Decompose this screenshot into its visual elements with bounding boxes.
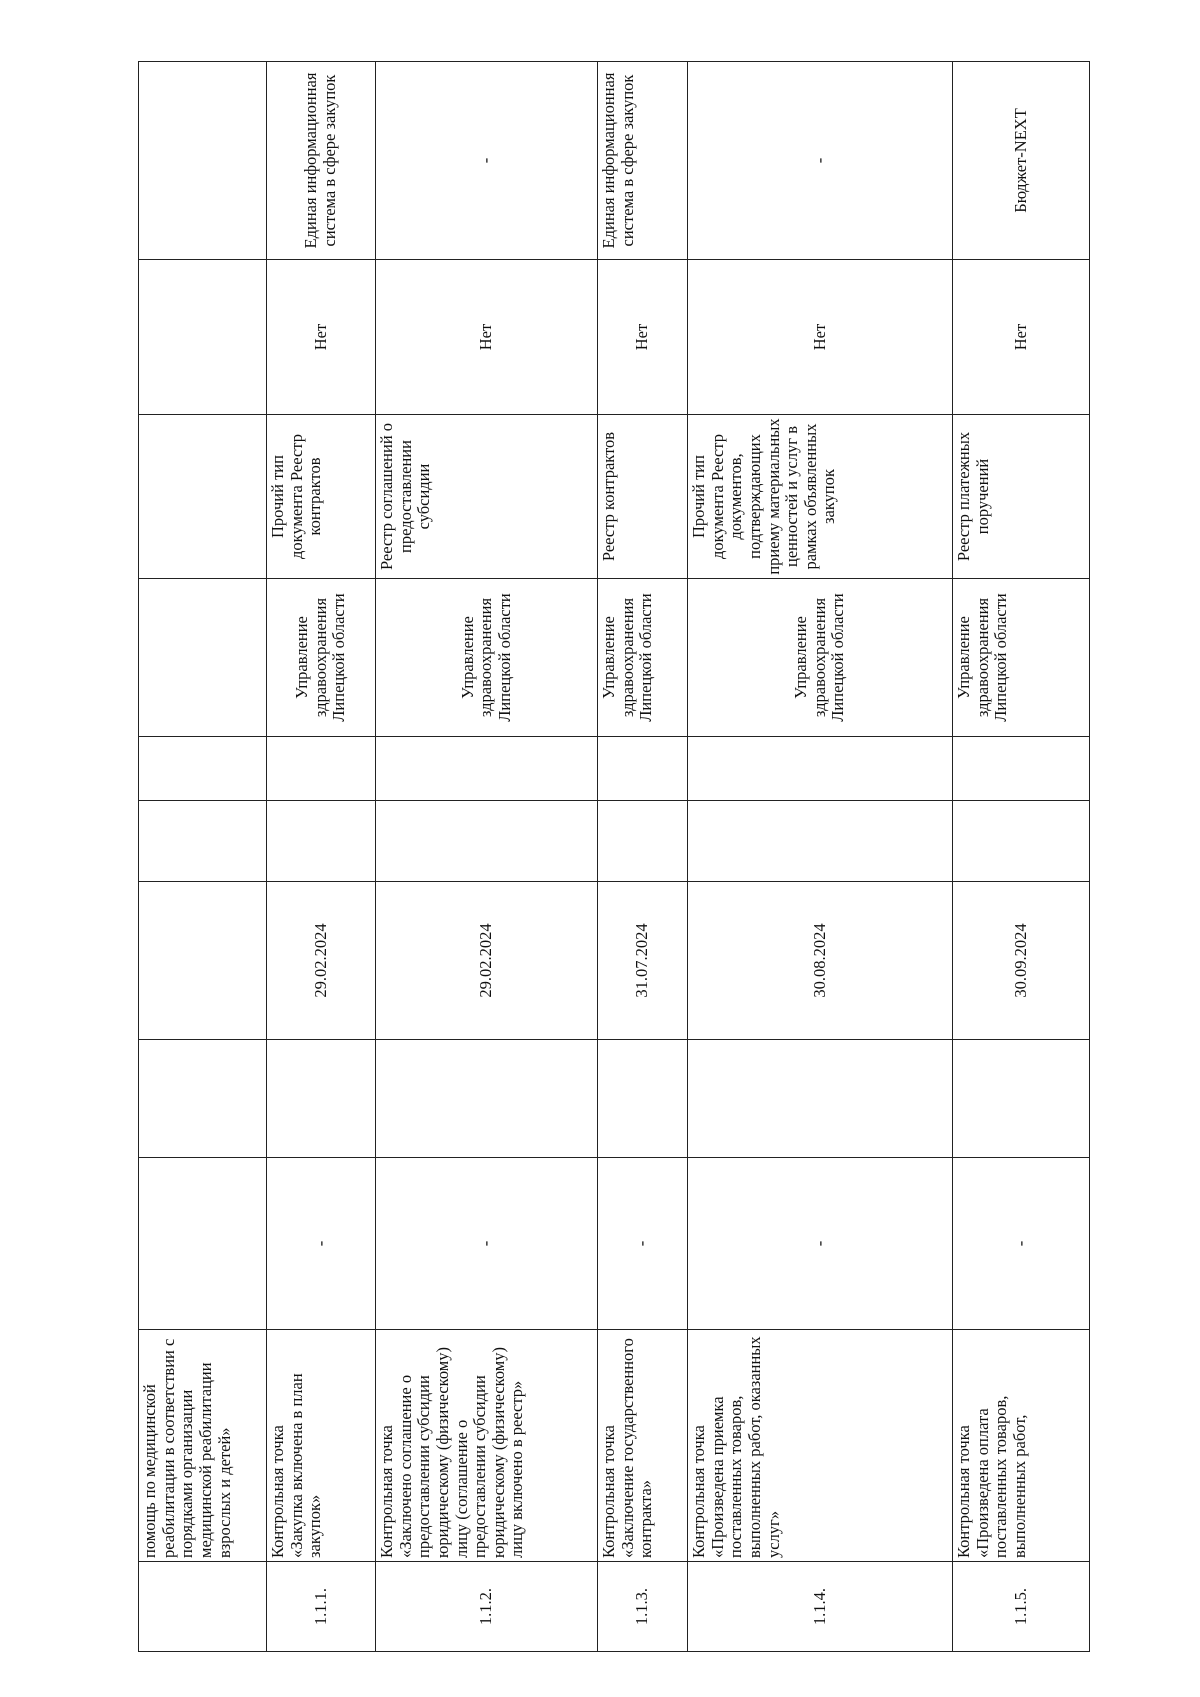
cell-col3: -: [267, 1158, 376, 1330]
cell-empty: [267, 801, 376, 882]
cell-date: 30.09.2024: [953, 882, 1090, 1040]
cell-flag: Нет: [688, 260, 953, 415]
cell-empty: [953, 737, 1090, 801]
cell-col3: -: [688, 1158, 953, 1330]
cell-empty: [598, 737, 688, 801]
row-number: 1.1.1.: [267, 1562, 376, 1652]
cell-empty: [139, 737, 267, 801]
cell-empty: [267, 737, 376, 801]
cell-name: [688, 1330, 953, 1562]
row-name: Контрольная точка «Заключено соглашение о предоставлении субсидии юридическому (физическому) лицу (соглашение о предоставлении субсидии юридическому (физическому) лицу включено в реестр»: [377, 1347, 527, 1558]
cell-doc-type: Прочий тип документа Реестр документов, подтверждающих приему материальных ценностей и услуг в рамках объявленных закупок: [688, 415, 953, 579]
cell-flag: Нет: [953, 260, 1090, 415]
cell-date: 29.02.2024: [267, 882, 376, 1040]
cell-empty: [376, 801, 598, 882]
cell-doc-type: Реестр контрактов: [598, 415, 688, 579]
cell-date: 31.07.2024: [598, 882, 688, 1040]
control-points-table: [138, 61, 1090, 1652]
table-row: [376, 62, 598, 1652]
cell-system: Бюджет-NEXT: [953, 62, 1090, 260]
row-name: Контрольная точка «Заключение государственного контракта»: [599, 1338, 656, 1558]
cell-system: -: [376, 62, 598, 260]
table-row: [598, 62, 688, 1652]
cell-responsible: Управление здравоохранения Липецкой области: [598, 579, 688, 737]
table-row: [139, 62, 267, 1652]
cell-responsible: Управление здравоохранения Липецкой области: [688, 579, 953, 737]
cell-empty: [598, 1040, 688, 1158]
cell-system: [139, 62, 267, 260]
cell-empty: [376, 1040, 598, 1158]
cell-date: 29.02.2024: [376, 882, 598, 1040]
cell-col3: -: [376, 1158, 598, 1330]
cell-empty: [598, 801, 688, 882]
table-row: [688, 62, 953, 1652]
cell-empty: [688, 1040, 953, 1158]
cell-empty: [376, 737, 598, 801]
cell-empty: [139, 801, 267, 882]
cell-doc-type: Реестр соглашений о предоставлении субсидии: [376, 415, 598, 579]
rotated-table-container: [138, 62, 1089, 1652]
cell-doc-type: Реестр платежных поручений: [953, 415, 1090, 579]
cell-responsible: Управление здравоохранения Липецкой области: [376, 579, 598, 737]
cell-responsible: [139, 579, 267, 737]
table-row: [267, 62, 376, 1652]
cell-name: [598, 1330, 688, 1562]
cell-empty: [139, 1040, 267, 1158]
row-number: 1.1.2.: [376, 1562, 598, 1652]
cell-name: [376, 1330, 598, 1562]
cell-name: [953, 1330, 1090, 1562]
cell-num: [139, 1562, 267, 1652]
cell-name: [139, 1330, 267, 1562]
row-name: помощь по медицинской реабилитации в соответствии с порядками организации медицинской реабилитации взрослых и детей»: [140, 1338, 234, 1558]
cell-system: -: [688, 62, 953, 260]
cell-system: Единая информационная система в сфере закупок: [267, 62, 376, 260]
cell-doc-type: Прочий тип документа Реестр контрактов: [267, 415, 376, 579]
cell-empty: [953, 1040, 1090, 1158]
row-number: 1.1.3.: [598, 1562, 688, 1652]
table-row: [953, 62, 1090, 1652]
row-name: Контрольная точка «Произведена оплата поставленных товаров, выполненных работ,: [954, 1395, 1029, 1558]
row-name: Контрольная точка «Закупка включена в план закупок»: [268, 1373, 325, 1558]
cell-doc-type: [139, 415, 267, 579]
cell-empty: [139, 1158, 267, 1330]
row-number: 1.1.5.: [953, 1562, 1090, 1652]
cell-flag: Нет: [598, 260, 688, 415]
cell-system: Единая информационная система в сфере закупок: [598, 62, 688, 260]
row-name: Контрольная точка «Произведена приемка поставленных товаров, выполненных работ, оказанных услуг»: [689, 1336, 783, 1558]
cell-empty: [688, 737, 953, 801]
cell-name: [267, 1330, 376, 1562]
cell-date: 30.08.2024: [688, 882, 953, 1040]
cell-flag: Нет: [267, 260, 376, 415]
cell-responsible: Управление здравоохранения Липецкой области: [953, 579, 1090, 737]
cell-empty: [267, 1040, 376, 1158]
cell-col3: -: [953, 1158, 1090, 1330]
cell-empty: [688, 801, 953, 882]
cell-responsible: Управление здравоохранения Липецкой области: [267, 579, 376, 737]
cell-col3: -: [598, 1158, 688, 1330]
cell-flag: [139, 260, 267, 415]
row-number: 1.1.4.: [688, 1562, 953, 1652]
cell-date: [139, 882, 267, 1040]
cell-flag: Нет: [376, 260, 598, 415]
cell-empty: [953, 801, 1090, 882]
